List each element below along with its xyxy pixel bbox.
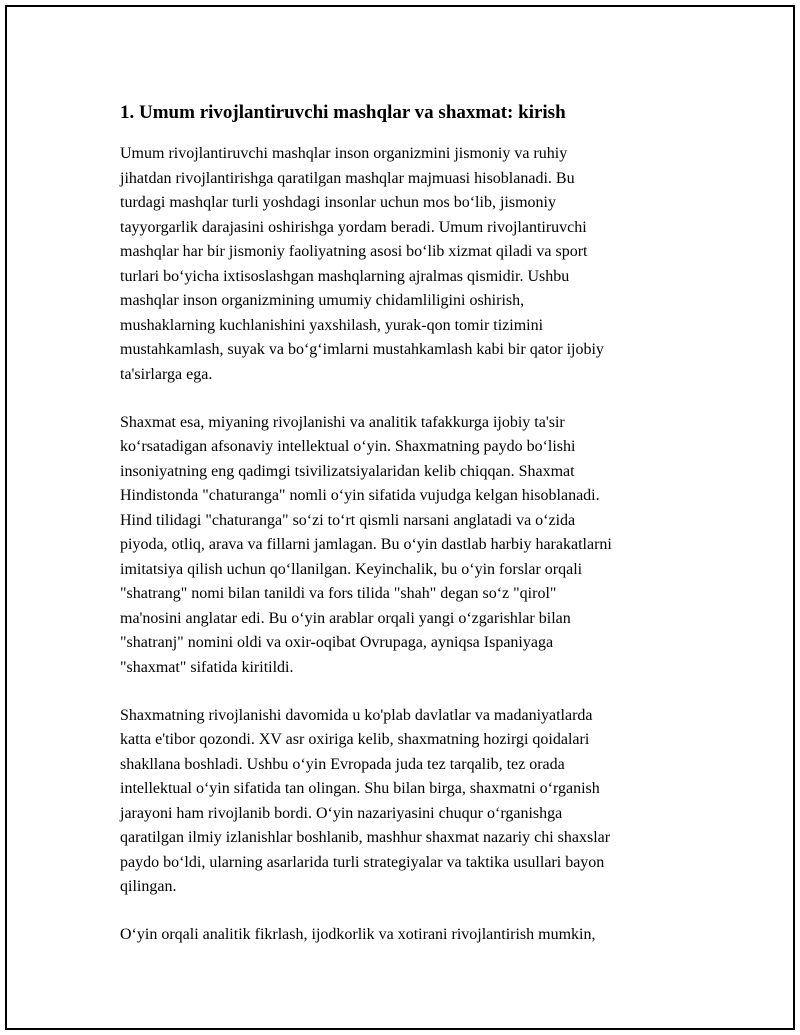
text-line: mustahkamlash, suyak va bo‘g‘imlarni mustahkamlash kabi bir qator ijobiy [120, 341, 604, 358]
text-line: Shaxmat esa, miyaning rivojlanishi va analitik tafakkurga ijobiy ta'sir [120, 413, 565, 431]
text-line: piyoda, otliq, arava va fillarni jamlagan. Bu o‘yin dastlab harbiy harakatlarni [120, 536, 612, 553]
paragraph-list [120, 142, 700, 948]
text-line: paydo bo‘ldi, ularning asarlarida turli strategiyalar va taktika usullari bayon [120, 853, 605, 871]
text-line: qaratilgan ilmiy izlanishlar boshlanib, mashhur shaxmat nazariy chi shaxslar [120, 829, 611, 846]
text-line: Hind tilidagi "chaturanga" so‘zi to‘rt qismli narsani anglatadi va o‘zida [120, 511, 576, 529]
text-line: mushaklarning kuchlanishini yaxshilash, yurak-qon tomir tizimini [120, 316, 544, 334]
text-line: ta'sirlarga ega. [120, 365, 213, 383]
text-line: "shatrang" nomi bilan tanildi va fors tilida "shah" degan so‘z "qirol" [120, 585, 557, 602]
body-paragraph [120, 923, 700, 948]
text-line: mashqlar har bir jismoniy faoliyatning asosi bo‘lib xizmat qiladi va sport [120, 243, 588, 260]
section-title: 1. Umum rivojlantiruvchi mashqlar va shaxmat: kirish [120, 102, 566, 123]
text-line: shakllana boshladi. Ushbu o‘yin Evropada juda tez tarqalib, tez orada [120, 755, 565, 773]
text-line: mashqlar inson organizmining umumiy chidamliligini oshirish, [120, 292, 525, 309]
text-line: tayyorgarlik darajasini oshirishga yordam beradi. Umum rivojlantiruvchi [120, 218, 587, 236]
text-line: "shatranj" nomini oldi va oxir-oqibat Ovrupaga, ayniqsa Ispaniyaga [120, 634, 554, 651]
text-line: "shaxmat" sifatida kiritildi. [120, 658, 294, 676]
text-line: qilingan. [120, 878, 177, 895]
text-line: imitatsiya qilish uchun qo‘llanilgan. Keyinchalik, bu o‘yin forslar orqali [120, 560, 583, 578]
body-paragraph [120, 704, 700, 900]
text-line: Hindistonda "chaturanga" nomli o‘yin sifatida vujudga kelgan hisoblanadi. [120, 487, 600, 504]
text-line: Umum rivojlantiruvchi mashqlar inson organizmini jismoniy va ruhiy [120, 145, 568, 162]
body-paragraph [120, 411, 700, 681]
text-line: turdagi mashqlar turli yoshdagi insonlar uchun mos bo‘lib, jismoniy [120, 194, 556, 211]
text-line: insoniyatning eng qadimgi tsivilizatsiyalaridan kelib chiqqan. Shaxmat [120, 462, 575, 480]
text-line: Shaxmatning rivojlanishi davomida u ko'plab davlatlar va madaniyatlarda [120, 706, 593, 724]
text-line: ma'nosini anglatar edi. Bu o‘yin arablar orqali yangi o‘zgarishlar bilan [120, 609, 571, 627]
text-line: O‘yin orqali analitik fikrlash, ijodkorlik va xotirani rivojlantirish mumkin, [120, 926, 596, 943]
text-line: katta e'tibor qozondi. XV asr oxiriga kelib, shaxmatning hozirgi qoidalari [120, 731, 590, 748]
document-body [120, 101, 700, 971]
text-line: turlari bo‘yicha ixtisoslashgan mashqlarning ajralmas qismidir. Ushbu [120, 267, 570, 285]
text-line: intellektual o‘yin sifatida tan olingan. Shu bilan birga, shaxmatni o‘rganish [120, 780, 600, 797]
text-line: jarayoni ham rivojlanib bordi. O‘yin nazariyasini chuqur o‘rganishga [120, 804, 563, 822]
page-frame [5, 5, 795, 1030]
body-paragraph [120, 142, 700, 387]
text-line: jihatdan rivojlantirishga qaratilgan mashqlar majmuasi hisoblanadi. Bu [120, 169, 575, 187]
text-line: ko‘rsatadigan afsonaviy intellektual o‘yin. Shaxmatning paydo bo‘lishi [120, 438, 576, 455]
